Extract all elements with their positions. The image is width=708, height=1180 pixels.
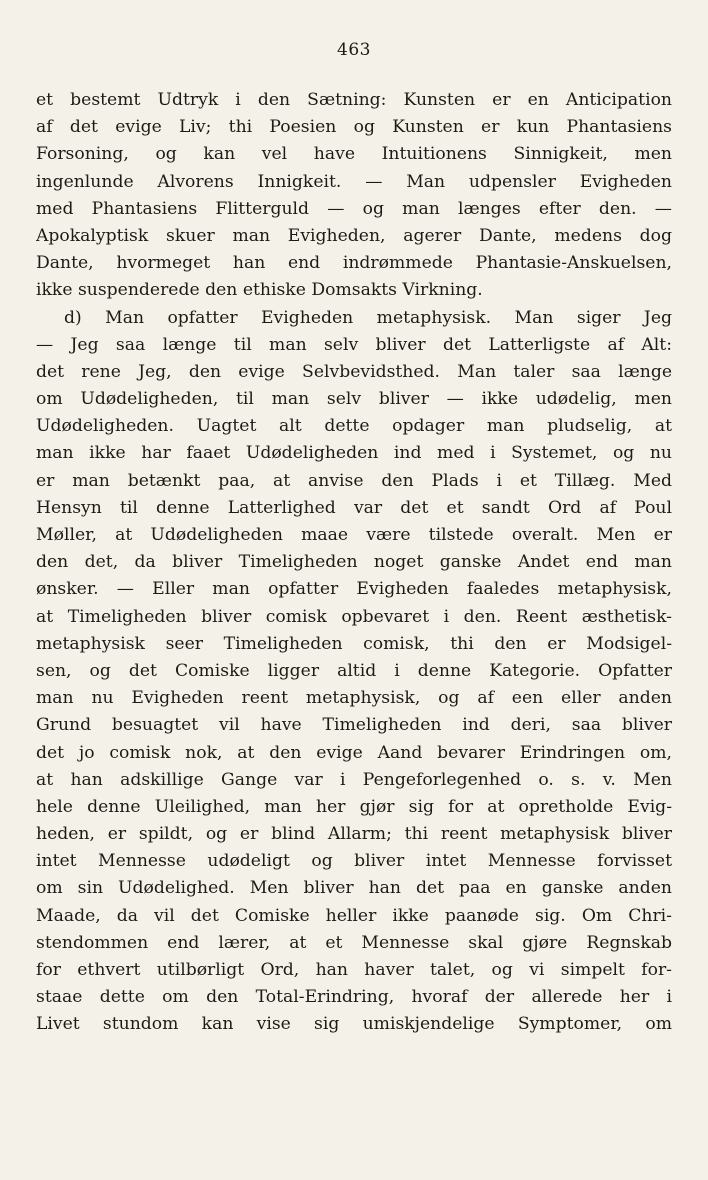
text-line: Dante, hvormeget han end indrømmede Phantasie-Anskuelsen,	[36, 253, 672, 274]
text-line: Forsoning, og kan vel have Intuitionens Sinnigkeit, men	[36, 144, 672, 165]
text-line: det jo comisk nok, at den evige Aand bevarer Erindringen om,	[36, 742, 672, 763]
text-line: med Phantasiens Flitterguld — og man længes efter den. —	[36, 198, 672, 219]
body-text	[36, 87, 672, 1039]
text-line: er man betænkt paa, at anvise den Plads i et Tillæg. Med	[36, 470, 672, 491]
text-line: et bestemt Udtryk i den Sætning: Kunsten er en Anticipation	[36, 90, 672, 110]
text-line: Maade, da vil det Comiske heller ikke paanøde sig. Om Chri-	[36, 905, 672, 926]
text-line: heden, er spildt, og er blind Allarm; thi reent metaphysisk bliver	[36, 824, 672, 845]
text-line: for ethvert utilbørligt Ord, han haver talet, og vi simpelt for-	[36, 960, 672, 980]
text-line: ikke suspenderede den ethiske Domsakts Virkning.	[36, 280, 483, 301]
text-line: Udødeligheden. Uagtet alt dette opdager man pludselig, at	[36, 416, 672, 437]
text-line: ønsker. — Eller man opfatter Evigheden faaledes metaphysisk,	[36, 579, 672, 600]
text-line: ingenlunde Alvorens Innigkeit. — Man udpensler Evigheden	[36, 171, 672, 192]
page-number: 463	[337, 40, 371, 60]
text-line: om Udødeligheden, til man selv bliver — ikke udødelig, men	[36, 389, 672, 410]
text-line: Livet stundom kan vise sig umiskjendelige Symptomer, om	[36, 1014, 672, 1035]
text-line: at Timeligheden bliver comisk opbevaret i den. Reent æsthetisk-	[36, 606, 672, 627]
text-line: staae dette om den Total-Erindring, hvoraf der allerede her i	[36, 987, 672, 1008]
text-line: den det, da bliver Timeligheden noget ganske Andet end man	[36, 552, 672, 573]
text-line: man ikke har faaet Udødeligheden ind med i Systemet, og nu	[36, 443, 672, 464]
text-line: Møller, at Udødeligheden maae være tilstede overalt. Men er	[36, 525, 672, 545]
text-line: d) Man opfatter Evigheden metaphysisk. Man siger Jeg	[64, 307, 672, 328]
text-line: Grund besuagtet vil have Timeligheden ind deri, saa bliver	[36, 715, 672, 736]
text-line: man nu Evigheden reent metaphysisk, og af een eller anden	[36, 688, 672, 709]
text-line: hele denne Uleilighed, man her gjør sig for at opretholde Evig-	[36, 796, 672, 817]
text-line: stendommen end lærer, at et Mennesse skal gjøre Regnskab	[36, 932, 672, 953]
text-line: sen, og det Comiske ligger altid i denne Kategorie. Opfatter	[36, 660, 672, 681]
text-line: metaphysisk seer Timeligheden comisk, thi den er Modsigel-	[36, 633, 672, 654]
text-line: af det evige Liv; thi Poesien og Kunsten er kun Phantasiens	[36, 117, 672, 138]
text-line: at han adskillige Gange var i Pengeforlegenhed o. s. v. Men	[36, 769, 672, 790]
text-line: om sin Udødelighed. Men bliver han det paa en ganske anden	[36, 878, 672, 899]
text-line: — Jeg saa længe til man selv bliver det Latterligste af Alt:	[36, 334, 672, 355]
text-line: det rene Jeg, den evige Selvbevidsthed. Man taler saa længe	[36, 361, 672, 382]
text-line: Apokalyptisk skuer man Evigheden, agerer Dante, medens dog	[36, 225, 672, 246]
text-line: intet Mennesse udødeligt og bliver intet Mennesse forvisset	[36, 851, 672, 872]
text-line: Hensyn til denne Latterlighed var det et sandt Ord af Poul	[36, 497, 672, 518]
